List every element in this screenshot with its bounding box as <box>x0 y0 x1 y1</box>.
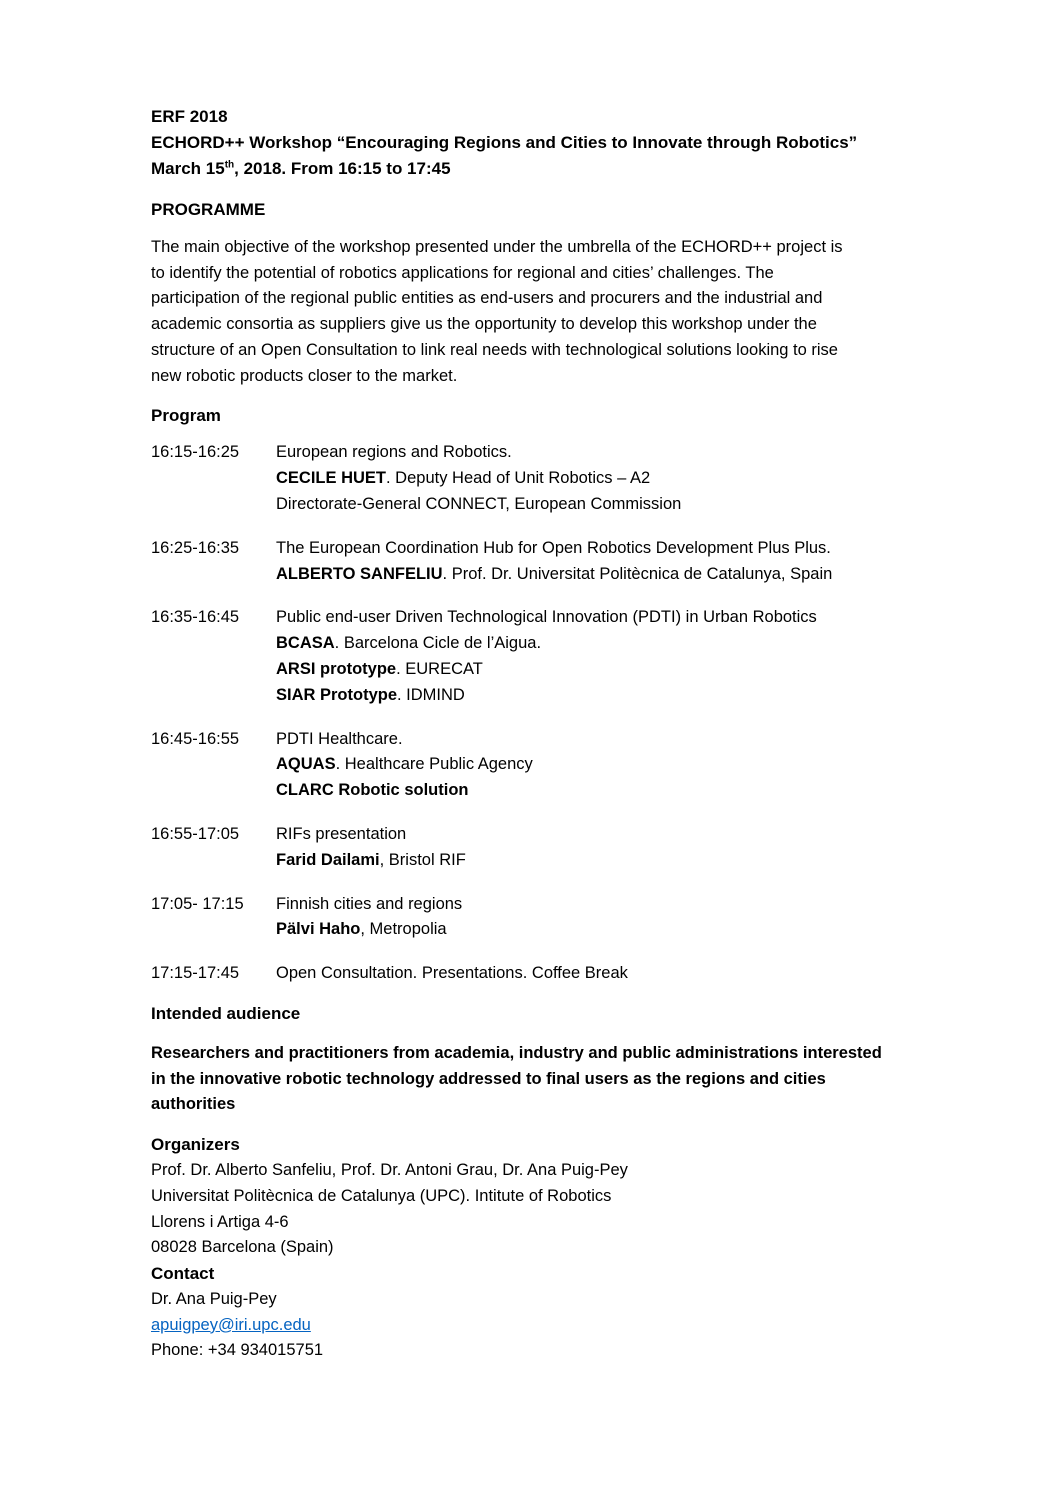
program-content <box>276 822 941 874</box>
organizers-line: Universitat Politècnica de Catalunya (UPC). Intitute of Robotics <box>151 1186 612 1205</box>
program-title: RIFs presentation <box>276 824 407 843</box>
organizers-line: 08028 Barcelona (Spain) <box>151 1238 334 1257</box>
intro-line: The main objective of the workshop presented under the umbrella of the ECHORD++ project is <box>151 237 843 256</box>
intro-line: structure of an Open Consultation to link real needs with technological solutions looking to rise <box>151 340 838 359</box>
speaker-detail: , Bristol RIF <box>379 850 466 869</box>
program-content <box>276 440 941 517</box>
document-header <box>151 104 941 182</box>
intro-line: to identify the potential of robotics applications for regional and cities’ challenges. The <box>151 263 774 282</box>
program-title: European regions and Robotics. <box>276 443 512 462</box>
audience-heading: Intended audience <box>151 1003 301 1023</box>
organizers-block <box>151 1158 941 1261</box>
speaker-name: AQUAS <box>276 755 336 774</box>
program-speaker <box>276 466 941 492</box>
program-row <box>151 961 941 987</box>
contact-phone: Phone: +34 934015751 <box>151 1341 324 1360</box>
prototype-name: ARSI prototype <box>276 659 397 678</box>
program-content <box>276 605 941 708</box>
program-row <box>151 440 941 517</box>
program-time: 17:05- 17:15 <box>151 894 244 913</box>
program-content <box>276 961 941 987</box>
speaker-name: ALBERTO SANFELIU <box>276 564 443 583</box>
organizers-heading: Organizers <box>151 1135 240 1155</box>
event-name: ERF 2018 <box>151 107 228 126</box>
program-prototype <box>276 683 941 709</box>
intro-paragraph <box>151 235 941 390</box>
speaker-name: BCASA <box>276 634 335 653</box>
program-row <box>151 727 941 804</box>
speaker-detail: . Deputy Head of Unit Robotics – A2 <box>386 469 651 488</box>
intro-line: participation of the regional public entities as end-users and procurers and the industrial and <box>151 289 823 308</box>
event-date-suffix: , 2018. From 16:15 to 17:45 <box>234 159 451 178</box>
program-title: Open Consultation. Presentations. Coffee Break <box>276 964 628 983</box>
intro-line: academic consortia as suppliers give us the opportunity to develop this workshop under the <box>151 315 817 334</box>
program-row <box>151 822 941 874</box>
event-date <box>151 156 941 182</box>
program-speaker <box>276 848 941 874</box>
program-content <box>276 536 941 588</box>
program-title: Public end-user Driven Technological Innovation (PDTI) in Urban Robotics <box>276 608 817 627</box>
program-row <box>151 536 941 588</box>
program-time: 16:35-16:45 <box>151 608 240 627</box>
organizers-line: Llorens i Artiga 4-6 <box>151 1212 289 1231</box>
program-solution: CLARC Robotic solution <box>276 781 469 800</box>
organizers-line: Prof. Dr. Alberto Sanfeliu, Prof. Dr. Antoni Grau, Dr. Ana Puig-Pey <box>151 1160 628 1179</box>
program-title: PDTI Healthcare. <box>276 729 403 748</box>
speaker-name: Farid Dailami <box>276 850 380 869</box>
program-time: 17:15-17:45 <box>151 964 240 983</box>
program-heading: Program <box>151 405 221 425</box>
program-content <box>276 727 941 804</box>
prototype-detail: . EURECAT <box>396 659 483 678</box>
program-speaker <box>276 752 941 778</box>
program-time: 16:55-17:05 <box>151 824 240 843</box>
program-speaker <box>276 562 941 588</box>
program-time: 16:45-16:55 <box>151 729 240 748</box>
speaker-detail: , Metropolia <box>360 920 447 939</box>
prototype-name: SIAR Prototype <box>276 685 398 704</box>
contact-email-link[interactable]: apuigpey@iri.upc.edu <box>151 1315 311 1334</box>
workshop-title: ECHORD++ Workshop “Encouraging Regions and Cities to Innovate through Robotics” <box>151 133 858 152</box>
program-schedule <box>151 440 941 987</box>
audience-text <box>151 1041 941 1118</box>
event-date-prefix: March 15 <box>151 159 225 178</box>
program-content <box>276 892 941 944</box>
program-row <box>151 605 941 708</box>
prototype-detail: . IDMIND <box>397 685 465 704</box>
contact-heading: Contact <box>151 1264 215 1284</box>
speaker-detail: . Healthcare Public Agency <box>335 755 533 774</box>
program-title: Finnish cities and regions <box>276 894 463 913</box>
program-extra: Directorate-General CONNECT, European Commission <box>276 494 682 513</box>
program-speaker <box>276 631 941 657</box>
event-date-sup: th <box>224 159 235 171</box>
document-page <box>151 104 941 1364</box>
program-title: The European Coordination Hub for Open Robotics Development Plus Plus. <box>276 538 831 557</box>
speaker-name: CECILE HUET <box>276 469 387 488</box>
speaker-detail: . Barcelona Cicle de l’Aigua. <box>334 634 542 653</box>
contact-block <box>151 1287 941 1364</box>
audience-line: Researchers and practitioners from academia, industry and public administrations interested <box>151 1043 882 1062</box>
program-time: 16:25-16:35 <box>151 538 240 557</box>
contact-name: Dr. Ana Puig-Pey <box>151 1289 277 1308</box>
intro-line: new robotic products closer to the market. <box>151 366 458 385</box>
programme-heading: PROGRAMME <box>151 200 266 219</box>
audience-line: in the innovative robotic technology addressed to final users as the regions and cities <box>151 1069 826 1088</box>
program-row <box>151 892 941 944</box>
audience-line: authorities <box>151 1095 236 1114</box>
speaker-name: Pälvi Haho <box>276 920 361 939</box>
program-prototype <box>276 657 941 683</box>
program-speaker <box>276 917 941 943</box>
speaker-detail: . Prof. Dr. Universitat Politècnica de Catalunya, Spain <box>442 564 833 583</box>
program-time: 16:15-16:25 <box>151 443 240 462</box>
